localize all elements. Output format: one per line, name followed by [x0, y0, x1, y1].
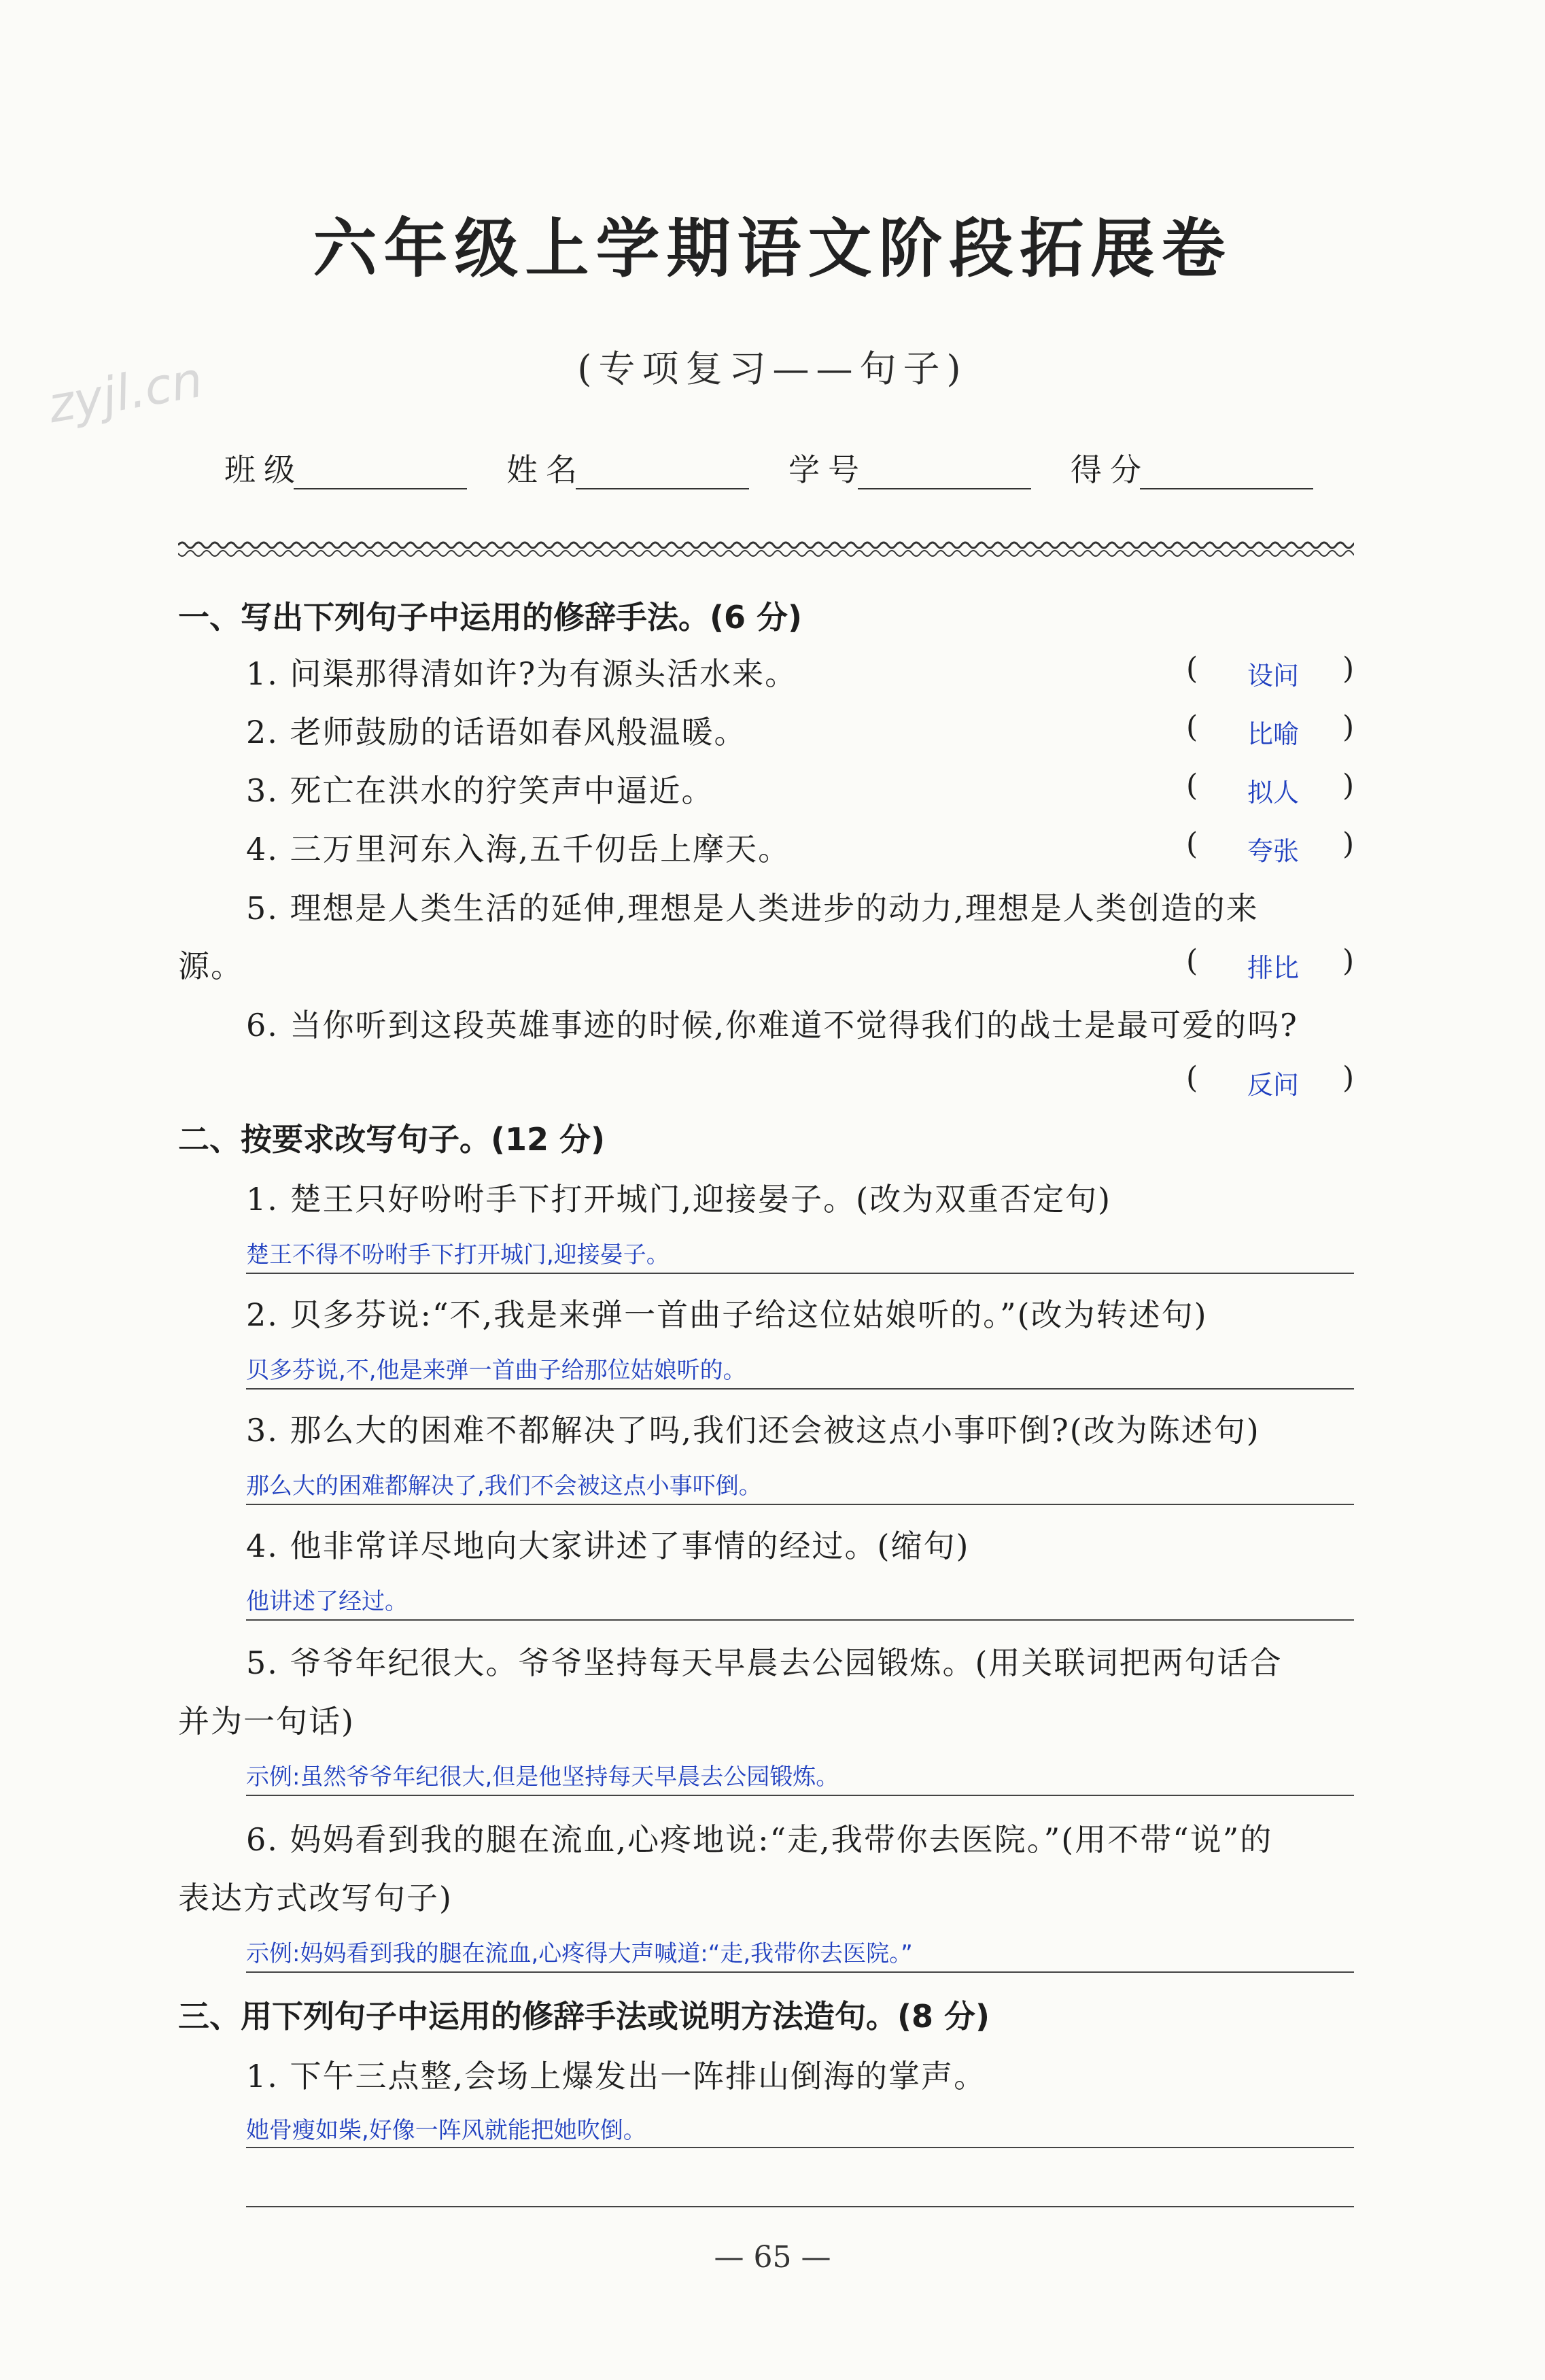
- answer-2-5: 示例:虽然爷爷年纪很大,但是他坚持每天早晨去公园锻炼。: [246, 1763, 839, 1791]
- page-title: 六年级上学期语文阶段拓展卷: [313, 211, 1232, 286]
- field-label-id: 学号: [788, 451, 867, 488]
- answer-3-1: 她骨瘦如柴,好像一阵风就能把她吹倒。: [246, 2117, 646, 2144]
- field-line-score: [1140, 488, 1313, 489]
- page-subtitle: (专项复习——句子): [577, 347, 968, 390]
- paren-open: (: [1186, 651, 1198, 686]
- section-2-heading: 二、按要求改写句子。(12 分): [178, 1121, 606, 1158]
- question-2-2: 2. 贝多芬说:“不,我是来弹一首曲子给这位姑娘听的。”(改为转述句): [246, 1296, 1208, 1333]
- answer-rule: [246, 1971, 1354, 1973]
- question-2-6-cont: 表达方式改写句子): [178, 1880, 453, 1916]
- field-label-name: 姓名: [506, 451, 585, 488]
- paren-close: ): [1342, 827, 1355, 861]
- answer-1-6: 反问: [1247, 1070, 1300, 1100]
- answer-rule: [246, 1273, 1354, 1274]
- question-2-5-cont: 并为一句话): [178, 1703, 355, 1740]
- field-label-score: 得分: [1071, 451, 1149, 488]
- answer-1-3: 拟人: [1247, 778, 1300, 808]
- question-1-2: 2. 老师鼓励的话语如春风般温暖。: [246, 714, 747, 751]
- watermark: zyjl.cn: [44, 350, 207, 434]
- answer-2-3: 那么大的困难都解决了,我们不会被这点小事吓倒。: [246, 1472, 762, 1500]
- question-1-1: 1. 问渠那得清如许?为有源头活水来。: [246, 655, 798, 692]
- answer-1-2: 比喻: [1247, 719, 1300, 749]
- answer-rule: [246, 2147, 1354, 2148]
- answer-rule: [246, 1388, 1354, 1390]
- answer-rule: [246, 1795, 1354, 1796]
- paren-close: ): [1342, 768, 1355, 803]
- paren-close: ): [1342, 710, 1355, 744]
- field-line-name: [576, 488, 749, 489]
- field-line-class: [294, 488, 467, 489]
- section-1-heading: 一、写出下列句子中运用的修辞手法。(6 分): [178, 599, 803, 636]
- question-2-6: 6. 妈妈看到我的腿在流血,心疼地说:“走,我带你去医院。”(用不带“说”的: [246, 1821, 1273, 1858]
- paren-open: (: [1186, 710, 1198, 744]
- paren-open: (: [1186, 768, 1198, 803]
- answer-2-1: 楚王不得不吩咐手下打开城门,迎接晏子。: [246, 1241, 670, 1269]
- wave-divider: [178, 536, 1354, 563]
- paren-open: (: [1186, 944, 1198, 978]
- question-2-5: 5. 爷爷年纪很大。爷爷坚持每天早晨去公园锻炼。(用关联词把两句话合: [246, 1644, 1283, 1681]
- question-2-1: 1. 楚王只好吩咐手下打开城门,迎接晏子。(改为双重否定句): [246, 1181, 1112, 1218]
- answer-1-1: 设问: [1247, 661, 1300, 691]
- paren-close: ): [1342, 1060, 1355, 1095]
- paren-close: ): [1342, 944, 1355, 978]
- section-3-heading: 三、用下列句子中运用的修辞手法或说明方法造句。(8 分): [178, 1998, 990, 2035]
- answer-rule: [246, 1504, 1354, 1505]
- answer-rule-blank: [246, 2206, 1354, 2207]
- question-1-6: 6. 当你听到这段英雄事迹的时候,你难道不觉得我们的战士是最可爱的吗?: [246, 1007, 1298, 1044]
- page-number: — 65 —: [714, 2240, 831, 2275]
- answer-1-4: 夸张: [1247, 836, 1300, 866]
- question-1-5: 5. 理想是人类生活的延伸,理想是人类进步的动力,理想是人类创造的来: [246, 890, 1259, 927]
- field-label-class: 班级: [224, 451, 303, 488]
- question-1-5-cont: 源。: [178, 948, 243, 984]
- field-line-id: [858, 488, 1031, 489]
- question-2-4: 4. 他非常详尽地向大家讲述了事情的经过。(缩句): [246, 1528, 970, 1564]
- paren-open: (: [1186, 827, 1198, 861]
- answer-rule: [246, 1619, 1354, 1621]
- question-3-1: 1. 下午三点整,会场上爆发出一阵排山倒海的掌声。: [246, 2058, 987, 2094]
- answer-2-4: 他讲述了经过。: [246, 1588, 408, 1615]
- paren-close: ): [1342, 651, 1355, 686]
- question-1-4: 4. 三万里河东入海,五千仞岳上摩天。: [246, 831, 791, 867]
- paren-open: (: [1186, 1060, 1198, 1095]
- question-1-3: 3. 死亡在洪水的狞笑声中逼近。: [246, 772, 714, 809]
- question-2-3: 3. 那么大的困难不都解决了吗,我们还会被这点小事吓倒?(改为陈述句): [246, 1412, 1260, 1449]
- answer-2-2: 贝多芬说,不,他是来弹一首曲子给那位姑娘听的。: [246, 1357, 746, 1384]
- answer-2-6: 示例:妈妈看到我的腿在流血,心疼得大声喊道:“走,我带你去医院。”: [246, 1940, 913, 1967]
- answer-1-5: 排比: [1247, 953, 1300, 983]
